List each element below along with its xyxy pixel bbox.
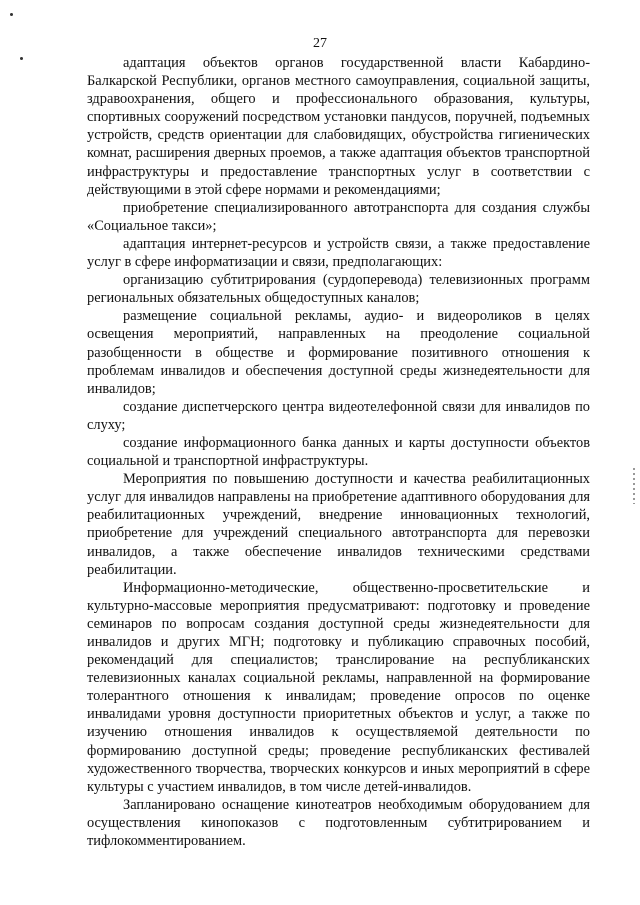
paragraph-adaptation-objects: адаптация объектов органов государственной власти Кабардино-Балкарской Республики, органов местного самоуправления, социальной защиты, здравоохранения, общего и профессионального образования, культуры, спортивных сооружений посредством установки пандусов, поручней, подъемных устройств, средств ориентации для слабовидящих, обустройства гигиенических комнат, расширения дверных проемов, а также адаптация объектов транспортной инфраструктуры и предоставление транспортных услуг в соответствии с действующими в этой сфере нормами и рекомендациями; — [87, 55, 590, 198]
paragraph-dispatch-center: создание диспетчерского центра видеотелефонной связи для инвалидов по слуху; — [87, 398, 590, 433]
page-number: 27 — [313, 36, 327, 51]
document-body — [87, 54, 590, 850]
scan-edge-mark — [633, 468, 635, 504]
paragraph-rehabilitation-services: Мероприятия по повышению доступности и качества реабилитационных услуг для инвалидов направлены на приобретение адаптивного оборудования для реабилитационных учреждений, внедрение инновационных технологий, приобретение для учреждений специального автотранспорта для перевозки инвалидов, а также обеспечение инвалидов техническими средствами реабилитации. — [87, 471, 590, 578]
paragraph-cinema-equipment: Запланировано оснащение кинотеатров необходимым оборудованием для осуществления кинопоказов с подготовленным субтитрированием и тифлокомментированием. — [87, 796, 590, 850]
paragraph-social-taxi: приобретение специализированного автотранспорта для создания службы «Социальное такси»; — [87, 199, 590, 234]
paragraph-information-bank: создание информационного банка данных и карты доступности объектов социальной и транспортной инфраструктуры. — [87, 434, 590, 470]
paragraph-informational-events: Информационно-методические, общественно-просветительские и культурно-массовые мероприятия предусматривают: подготовку и проведение семинаров по вопросам создания доступной среды жизнедеятельности для инвалидов и других МГН; подготовку и публикацию справочных пособий, рекомендаций для специалистов; транслирование на республиканских телевизионных каналах социальной рекламы, направленной на формирование толерантного отношения к инвалидам; проведение опросов по оценке инвалидами уровня доступности приоритетных объектов и услуг, а также по изучению отношения инвалидов к осуществляемой деятельности по формированию доступной среды; проведение республиканских фестивалей художественного творчества, творческих конкурсов и иных мероприятий в сфере культуры с участием инвалидов, в том числе детей-инвалидов. — [87, 579, 590, 795]
paragraph-social-advertising: размещение социальной рекламы, аудио- и видеороликов в целях освещения мероприятий, направленных на преодоление социальной разобщенности в обществе и формирование позитивного отношения к проблемам инвалидов и обеспечения доступной среды жизнедеятельности для инвалидов; — [87, 308, 590, 397]
paragraph-subtitling: организацию субтитрирования (сурдоперевода) телевизионных программ региональных обязательных общедоступных каналов; — [87, 272, 590, 307]
scan-speck — [20, 57, 23, 60]
scan-speck — [10, 13, 13, 16]
paragraph-internet-resources: адаптация интернет-ресурсов и устройств связи, а также предоставление услуг в сфере информатизации и связи, предполагающих: — [87, 235, 590, 271]
